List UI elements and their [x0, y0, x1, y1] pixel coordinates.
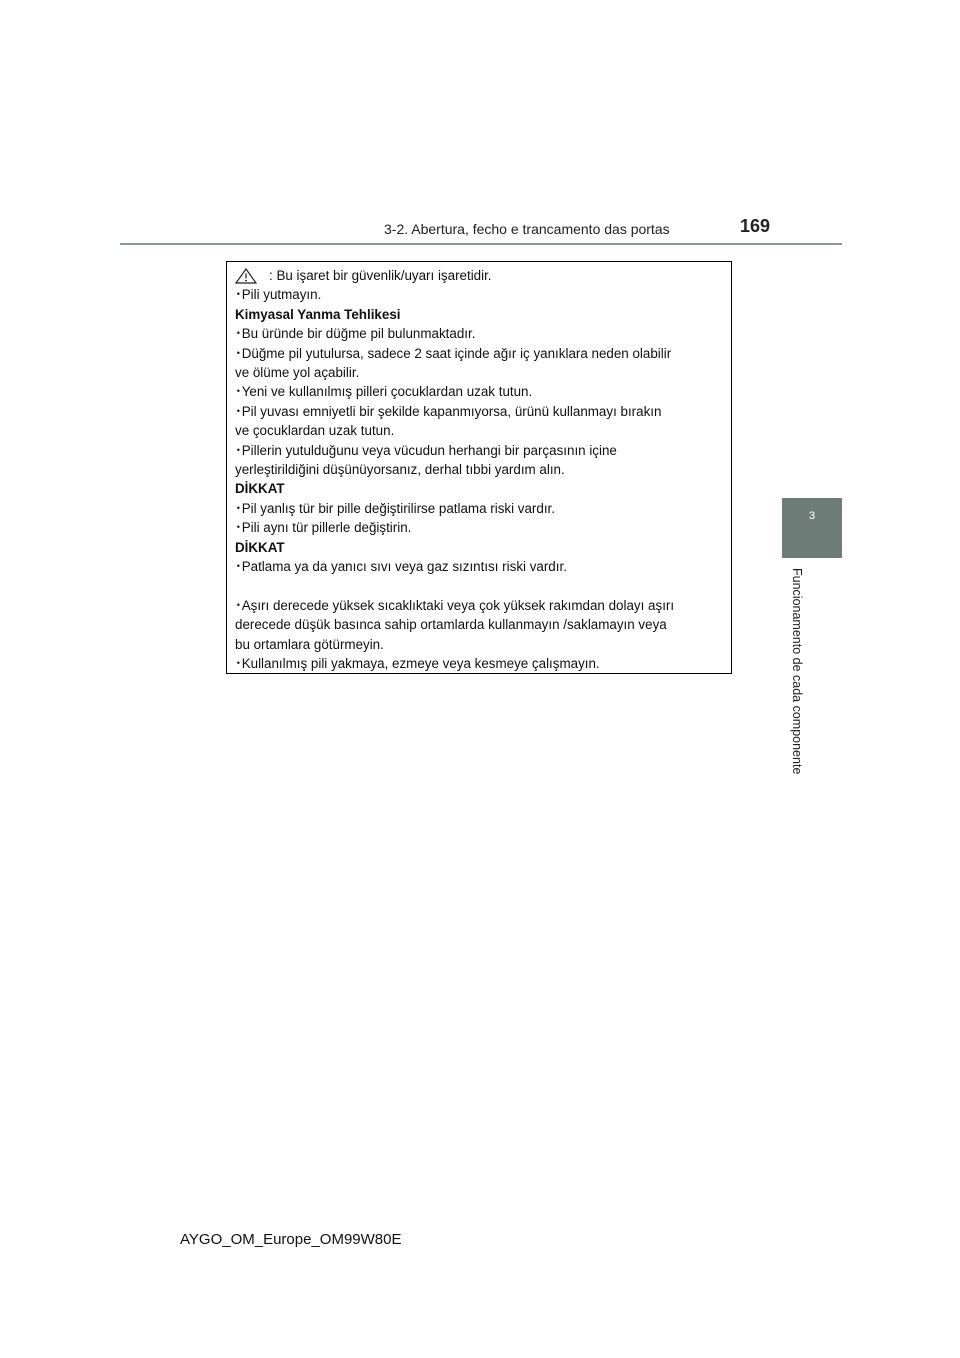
warning-line: ･Pillerin yutulduğunu veya vücudun herhangi bir parçasının içine — [235, 442, 617, 458]
warning-line: ･Pili aynı tür pillerle değiştirin. — [235, 520, 412, 536]
caution-heading: DİKKAT — [235, 539, 285, 555]
warning-heading: Kimyasal Yanma Tehlikesi — [235, 306, 401, 322]
chapter-title: Funcionamento de cada componente — [790, 568, 804, 775]
warning-line: derecede düşük basınca sahip ortamlarda kullanmayın /saklamayın veya — [235, 617, 667, 633]
header-divider — [120, 243, 842, 245]
document-code: AYGO_OM_Europe_OM99W80E — [180, 1231, 402, 1248]
warning-line: yerleştirildiğini düşünüyorsanız, derhal tıbbi yardım alın. — [235, 462, 565, 478]
warning-line: ve çocuklardan uzak tutun. — [235, 423, 395, 439]
chapter-number: 3 — [808, 510, 816, 522]
page-number: 169 — [740, 216, 771, 236]
warning-line: bu ortamlara götürmeyin. — [235, 636, 384, 652]
battery-warning-box — [226, 261, 732, 674]
blank-line — [235, 577, 725, 596]
warning-line: ･Patlama ya da yanıcı sıvı veya gaz sızıntısı riski vardır. — [235, 559, 567, 575]
warning-line: ･Kullanılmış pili yakmaya, ezmeye veya kesmeye çalışmayın. — [235, 656, 600, 672]
warning-line: ･Pil yanlış tür bir pille değiştirilirse patlama riski vardır. — [235, 500, 555, 516]
warning-line: ･Düğme pil yutulursa, sadece 2 saat içinde ağır iç yanıklara neden olabilir — [235, 345, 672, 361]
warning-line: ･Pil yuvası emniyetli bir şekilde kapanmıyorsa, ürünü kullanmayı bırakın — [235, 403, 662, 419]
warning-line: ve ölüme yol açabilir. — [235, 365, 360, 381]
warning-line: ･Pili yutmayın. — [235, 287, 322, 303]
warning-symbol-line — [235, 266, 725, 285]
warning-line: ･Yeni ve kullanılmış pilleri çocuklardan uzak tutun. — [235, 384, 533, 400]
warning-line: ･Aşırı derecede yüksek sıcaklıktaki veya çok yüksek rakımdan dolayı aşırı — [235, 597, 675, 613]
warning-symbol-text: : Bu işaret bir güvenlik/uyarı işaretidir. — [269, 268, 492, 283]
caution-heading: DİKKAT — [235, 481, 285, 497]
chapter-tab — [782, 498, 842, 558]
warning-triangle-icon — [235, 268, 257, 284]
warning-line: ･Bu üründe bir düğme pil bulunmaktadır. — [235, 326, 476, 342]
section-title: 3-2. Abertura, fecho e trancamento das portas — [384, 221, 670, 237]
